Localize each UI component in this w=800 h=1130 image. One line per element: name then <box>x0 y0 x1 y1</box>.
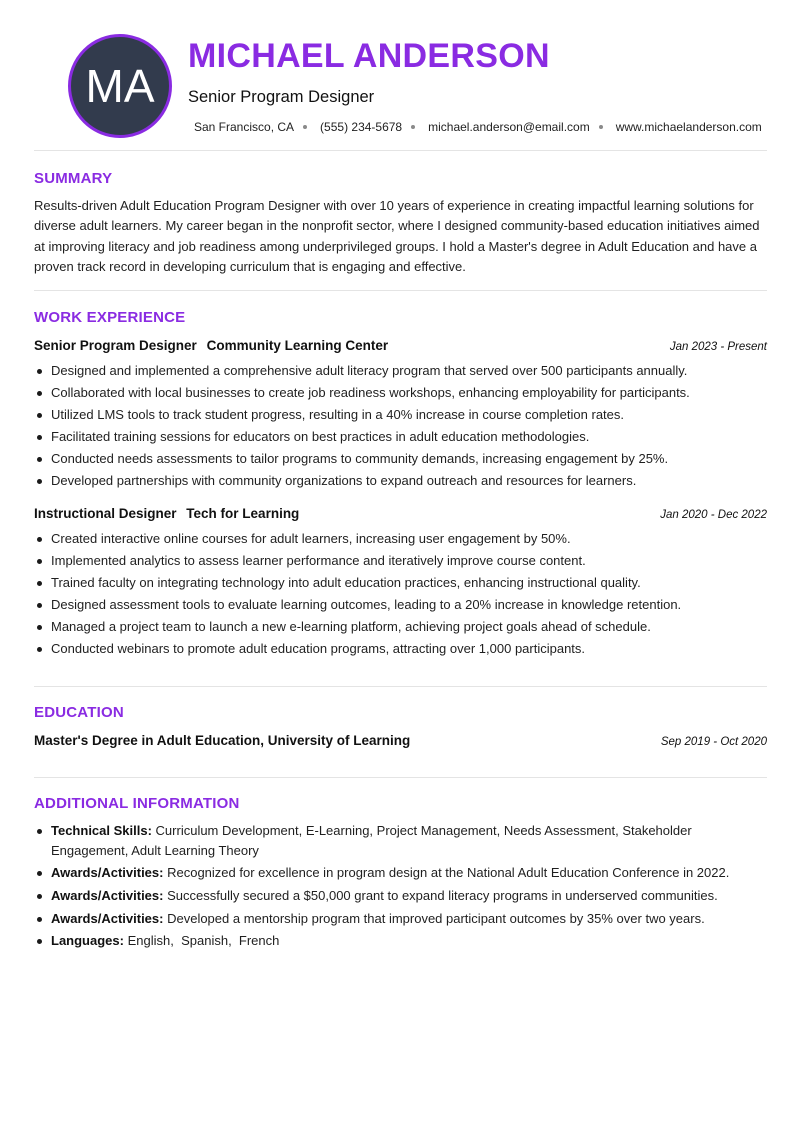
item-label: Awards/Activities: <box>51 910 164 926</box>
list-item: Designed and implemented a comprehensive adult literacy program that served over 500 participants annually. <box>34 362 767 380</box>
job-dates: Jan 2020 - Dec 2022 <box>660 509 767 521</box>
list-item: Facilitated training sessions for educators on best practices in adult education methodologies. <box>34 428 767 446</box>
section-divider <box>34 777 767 778</box>
additional-list <box>34 821 767 954</box>
list-item <box>34 821 767 860</box>
education-entry <box>34 733 767 748</box>
job-position: Senior Program Designer <box>34 338 197 353</box>
job-bullets <box>34 362 767 495</box>
summary-text: Results-driven Adult Education Program Designer with over 10 years of experience in creating impactful learning solutions for diverse adult learners. My career began in the nonprofit sector, where I designed community-based education initiatives aimed at improving literacy and job readiness among underprivileged groups. I hold a Master's degree in Adult Education and have a proven track record in developing curriculum that is engaging and effective. <box>34 198 760 274</box>
item-label: Awards/Activities: <box>51 887 164 903</box>
job-title <box>34 506 299 521</box>
list-item: Managed a project team to launch a new e-learning platform, achieving project goals ahead of schedule. <box>34 618 767 636</box>
job-company: Community Learning Center <box>206 338 389 353</box>
section-divider <box>34 290 767 291</box>
list-item: Implemented analytics to assess learner performance and iteratively improve course content. <box>34 552 767 570</box>
contact-info <box>194 120 762 134</box>
item-label: Technical Skills: <box>51 823 152 838</box>
separator-dot <box>303 125 307 129</box>
item-label: Languages: <box>51 933 124 949</box>
job-company: Tech for Learning <box>186 506 300 521</box>
list-item <box>34 909 767 929</box>
contact-phone: (555) 234-5678 <box>320 120 403 134</box>
item-text: Developed a mentorship program that improved participant outcomes by 35% over two years. <box>167 910 705 926</box>
contact-location: San Francisco, CA <box>194 120 295 134</box>
section-divider <box>34 150 767 151</box>
candidate-role: Senior Program Designer <box>188 88 375 106</box>
separator-dot <box>411 125 415 129</box>
list-item: Trained faculty on integrating technology into adult education practices, enhancing instructional quality. <box>34 574 767 592</box>
job-title <box>34 338 388 353</box>
item-text: Recognized for excellence in program design at the National Adult Education Conference in 2022. <box>167 865 730 881</box>
languages-item <box>34 931 767 951</box>
avatar <box>68 34 172 138</box>
language-value: , Spanish <box>170 933 228 948</box>
item-text: Successfully secured a $50,000 grant to expand literacy programs in underserved communities. <box>167 887 718 903</box>
job-bullets <box>34 530 767 663</box>
list-item: Collaborated with local businesses to create job readiness workshops, enhancing employability for participants. <box>34 384 767 402</box>
list-item: Conducted needs assessments to tailor programs to community demands, increasing engagement by 25%. <box>34 450 767 468</box>
additional-heading: ADDITIONAL INFORMATION <box>34 795 240 812</box>
list-item: Created interactive online courses for adult learners, increasing user engagement by 50%. <box>34 530 767 548</box>
contact-email: michael.anderson@email.com <box>428 120 590 134</box>
item-text: Curriculum Development, E-Learning, Project Management, Needs Assessment, Stakeholder Engagement, Adult Learning Theory <box>51 823 692 858</box>
job-header <box>34 506 767 521</box>
list-item <box>34 886 767 906</box>
section-divider <box>34 686 767 687</box>
separator-dot <box>599 125 603 129</box>
contact-website: www.michaelanderson.com <box>615 120 762 134</box>
education-degree: Master's Degree in Adult Education, University of Learning <box>34 733 411 748</box>
job-position: Instructional Designer <box>34 506 177 521</box>
avatar-initials: MA <box>85 60 155 112</box>
item-label: Awards/Activities: <box>51 865 164 881</box>
job-dates: Jan 2023 - Present <box>669 341 767 353</box>
education-heading: EDUCATION <box>34 704 124 721</box>
list-item: Conducted webinars to promote adult education programs, attracting over 1,000 participants. <box>34 640 767 658</box>
list-item: Designed assessment tools to evaluate learning outcomes, leading to a 20% increase in knowledge retention. <box>34 596 767 614</box>
experience-heading: WORK EXPERIENCE <box>34 309 186 326</box>
summary-heading: SUMMARY <box>34 170 113 187</box>
list-item: Utilized LMS tools to track student progress, resulting in a 40% increase in course completion rates. <box>34 406 767 424</box>
list-item <box>34 863 767 883</box>
list-item: Developed partnerships with community organizations to expand outreach and resources for learners. <box>34 472 767 490</box>
language-value: English <box>127 933 171 949</box>
candidate-name: MICHAEL ANDERSON <box>188 37 550 75</box>
job-header <box>34 338 767 353</box>
education-dates: Sep 2019 - Oct 2020 <box>660 736 767 748</box>
language-value: , French <box>228 933 279 948</box>
resume-header <box>34 0 767 150</box>
